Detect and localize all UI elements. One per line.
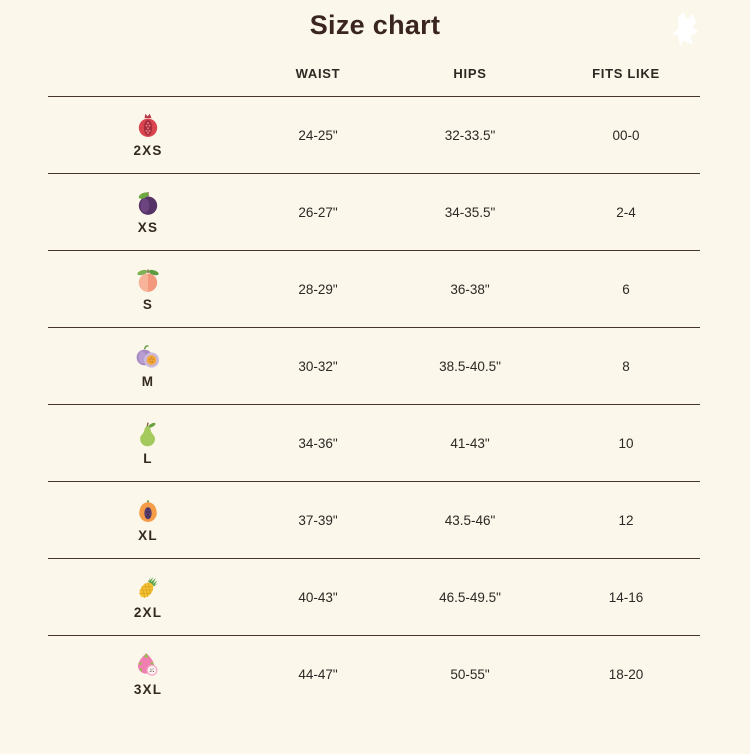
pineapple-icon — [134, 574, 162, 602]
fits-like-value: 8 — [622, 358, 630, 374]
fits-like-value: 00-0 — [612, 127, 640, 143]
page-title: Size chart — [309, 10, 441, 40]
passion-fruit-icon — [134, 343, 162, 371]
fits-like-value: 10 — [618, 435, 634, 451]
size-label: XS — [137, 220, 159, 235]
column-header-waist: WAIST — [295, 66, 341, 81]
hips-value: 50-55" — [450, 666, 490, 682]
table-row — [48, 173, 700, 250]
pomegranate-icon — [134, 112, 162, 140]
table-row — [48, 327, 700, 404]
size-label: S — [142, 297, 154, 312]
size-cell — [48, 112, 248, 158]
table-row — [48, 404, 700, 481]
size-label: L — [143, 451, 153, 466]
hips-value: 32-33.5" — [444, 127, 496, 143]
waist-value: 44-47" — [298, 666, 338, 682]
size-cell — [48, 189, 248, 235]
size-chart-table — [48, 35, 700, 712]
column-header-fits-like: FITS LIKE — [592, 66, 660, 81]
table-row — [48, 96, 700, 173]
size-label: 2XL — [133, 605, 163, 620]
size-cell — [48, 651, 248, 697]
size-cell — [48, 497, 248, 543]
hips-value: 34-35.5" — [444, 204, 496, 220]
fits-like-value: 6 — [622, 281, 630, 297]
table-row — [48, 250, 700, 327]
fits-like-value: 18-20 — [608, 666, 644, 682]
size-label: 3XL — [133, 682, 163, 697]
fits-like-value: 12 — [618, 512, 634, 528]
waist-value: 34-36" — [298, 435, 338, 451]
size-label: 2XS — [133, 143, 163, 158]
peach-icon — [134, 266, 162, 294]
plum-icon — [134, 189, 162, 217]
size-label: M — [141, 374, 155, 389]
size-cell — [48, 266, 248, 312]
fits-like-value: 14-16 — [608, 589, 644, 605]
hips-value: 36-38" — [450, 281, 490, 297]
papaya-icon — [134, 497, 162, 525]
waist-value: 30-32" — [298, 358, 338, 374]
fits-like-value: 2-4 — [616, 204, 636, 220]
size-cell — [48, 574, 248, 620]
white-blob-icon — [671, 8, 707, 52]
waist-value: 24-25" — [298, 127, 338, 143]
waist-value: 26-27" — [298, 204, 338, 220]
waist-value: 28-29" — [298, 281, 338, 297]
size-cell — [48, 420, 248, 466]
table-row — [48, 635, 700, 712]
hips-value: 46.5-49.5" — [439, 589, 501, 605]
dragon-fruit-icon — [134, 651, 162, 679]
size-cell — [48, 343, 248, 389]
column-header-hips: HIPS — [453, 66, 487, 81]
hips-value: 38.5-40.5" — [439, 358, 501, 374]
pear-icon — [134, 420, 162, 448]
table-header — [48, 35, 700, 96]
waist-value: 40-43" — [298, 589, 338, 605]
hips-value: 43.5-46" — [444, 512, 496, 528]
size-label: XL — [138, 528, 158, 543]
waist-value: 37-39" — [298, 512, 338, 528]
hips-value: 41-43" — [450, 435, 490, 451]
table-row — [48, 558, 700, 635]
table-row — [48, 481, 700, 558]
